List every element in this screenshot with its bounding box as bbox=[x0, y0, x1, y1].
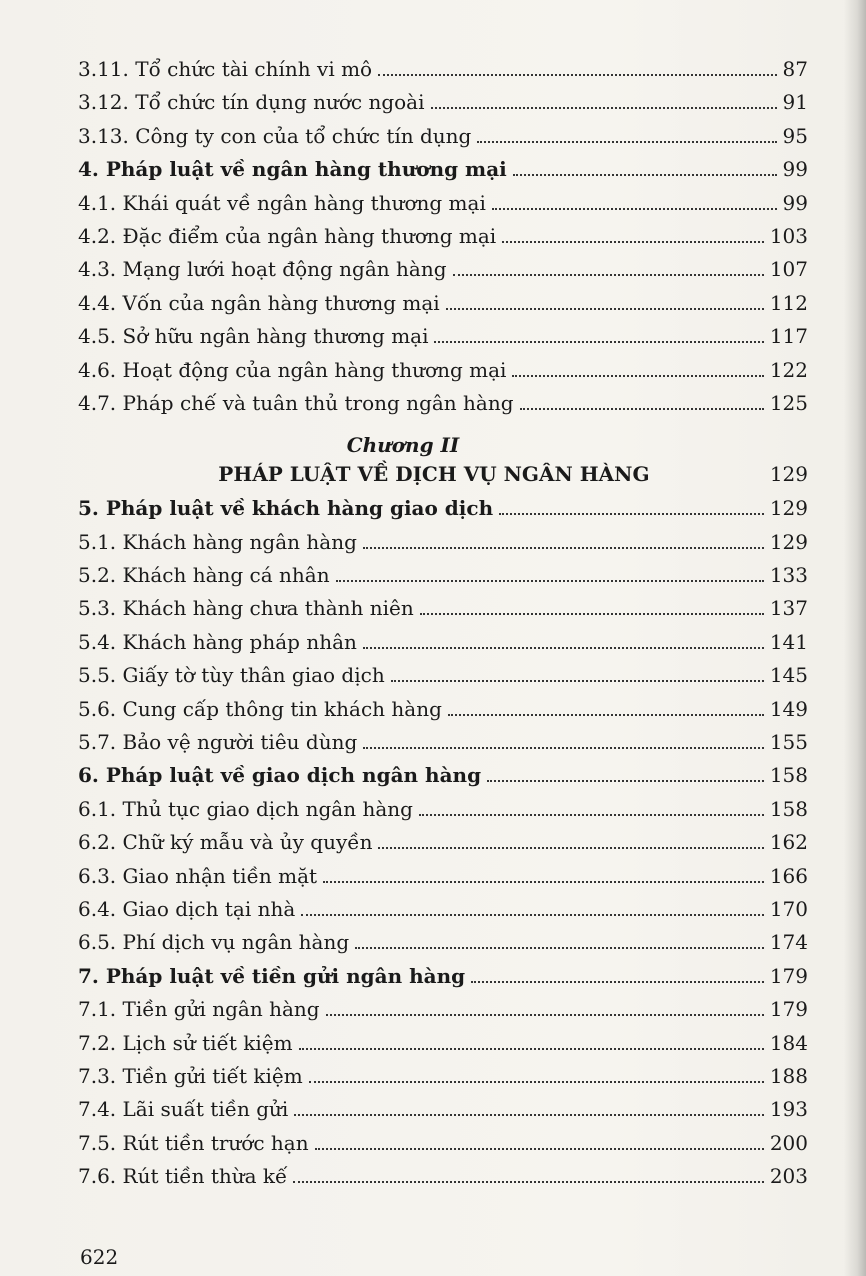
dot-leader bbox=[487, 779, 764, 782]
toc-entry bbox=[78, 730, 808, 763]
toc-entry-page: 95 bbox=[782, 123, 808, 148]
toc-entry-label: 7.5. Rút tiền trước hạn bbox=[78, 1130, 309, 1155]
toc-entry bbox=[78, 697, 808, 730]
toc-entry-label: 5.1. Khách hàng ngân hàng bbox=[78, 529, 357, 554]
toc-entry bbox=[78, 57, 808, 90]
toc-entry bbox=[78, 563, 808, 596]
toc-entry-page: 122 bbox=[769, 357, 808, 382]
table-of-contents bbox=[78, 57, 808, 1198]
toc-entry bbox=[78, 124, 808, 157]
toc-entry bbox=[78, 157, 808, 190]
toc-entry bbox=[78, 191, 808, 224]
dot-leader bbox=[326, 1013, 764, 1016]
dot-leader bbox=[420, 612, 764, 615]
chapter-heading: Chương II bbox=[346, 433, 460, 458]
toc-entry bbox=[78, 1097, 808, 1130]
toc-entry bbox=[78, 530, 808, 563]
dot-leader bbox=[477, 140, 776, 143]
toc-entry-page: 188 bbox=[769, 1063, 808, 1088]
dot-leader bbox=[299, 1047, 764, 1050]
toc-entry-label: 4.3. Mạng lưới hoạt động ngân hàng bbox=[78, 257, 447, 282]
toc-entry-label: 7. Pháp luật về tiền gửi ngân hàng bbox=[78, 963, 466, 988]
toc-entry bbox=[78, 930, 808, 963]
toc-section-bottom bbox=[78, 496, 808, 1197]
toc-entry-page: 141 bbox=[769, 629, 808, 654]
dot-leader bbox=[336, 579, 764, 582]
toc-entry-page: 107 bbox=[769, 257, 808, 282]
dot-leader bbox=[293, 1180, 763, 1183]
toc-entry bbox=[78, 1131, 808, 1164]
toc-entry-label: 3.11. Tổ chức tài chính vi mô bbox=[78, 57, 373, 81]
dot-leader bbox=[363, 546, 764, 549]
toc-entry-page: 91 bbox=[782, 90, 808, 115]
toc-entry bbox=[78, 90, 808, 123]
dot-leader bbox=[294, 1113, 763, 1116]
chapter-title-row bbox=[78, 462, 808, 496]
toc-entry bbox=[78, 358, 808, 391]
dot-leader bbox=[446, 307, 764, 310]
dot-leader bbox=[323, 880, 764, 883]
toc-entry bbox=[78, 797, 808, 830]
toc-entry-label: 5.7. Bảo vệ người tiêu dùng bbox=[78, 730, 358, 755]
toc-entry-label: 5.6. Cung cấp thông tin khách hàng bbox=[78, 696, 442, 721]
dot-leader bbox=[355, 946, 764, 949]
dot-leader bbox=[499, 512, 764, 515]
dot-leader bbox=[471, 980, 764, 983]
toc-entry-page: 137 bbox=[769, 596, 808, 621]
toc-entry-page: 184 bbox=[769, 1030, 808, 1055]
toc-entry-label: 4.2. Đặc điểm của ngân hàng thương mại bbox=[78, 223, 497, 248]
dot-leader bbox=[309, 1080, 764, 1083]
dot-leader bbox=[391, 679, 764, 682]
toc-entry-label: 4.5. Sở hữu ngân hàng thương mại bbox=[78, 324, 429, 349]
toc-entry-label: 4.7. Pháp chế và tuân thủ trong ngân hàng bbox=[78, 390, 514, 415]
toc-entry-label: 4. Pháp luật về ngân hàng thương mại bbox=[78, 157, 507, 182]
toc-entry-label: 6.2. Chữ ký mẫu và ủy quyền bbox=[78, 830, 373, 855]
toc-entry-page: 166 bbox=[769, 863, 808, 888]
toc-entry-page: 129 bbox=[769, 529, 808, 554]
dot-leader bbox=[315, 1147, 764, 1150]
toc-entry-page: 158 bbox=[769, 763, 808, 788]
toc-entry-label: 6. Pháp luật về giao dịch ngân hàng bbox=[78, 763, 482, 788]
toc-entry-label: 4.6. Hoạt động của ngân hàng thương mại bbox=[78, 357, 507, 382]
toc-entry-label: 4.1. Khái quát về ngân hàng thương mại bbox=[78, 190, 486, 215]
toc-entry bbox=[78, 324, 808, 357]
toc-entry-page: 179 bbox=[769, 963, 808, 988]
dot-leader bbox=[492, 207, 777, 210]
toc-entry bbox=[78, 663, 808, 696]
toc-entry-page: 112 bbox=[769, 290, 808, 315]
toc-entry-page: 149 bbox=[769, 696, 808, 721]
toc-entry-label: 6.5. Phí dịch vụ ngân hàng bbox=[78, 930, 350, 955]
toc-entry-page: 174 bbox=[769, 930, 808, 955]
dot-leader bbox=[301, 913, 764, 916]
toc-entry-page: 162 bbox=[769, 830, 808, 855]
toc-entry-label: 5.4. Khách hàng pháp nhân bbox=[78, 629, 357, 654]
toc-entry bbox=[78, 1031, 808, 1064]
dot-leader bbox=[520, 407, 764, 410]
toc-entry-page: 203 bbox=[769, 1164, 808, 1189]
toc-entry bbox=[78, 291, 808, 324]
toc-entry-page: 129 bbox=[769, 496, 808, 521]
toc-entry-label: 5. Pháp luật về khách hàng giao dịch bbox=[78, 496, 494, 521]
toc-entry-page: 170 bbox=[769, 896, 808, 921]
toc-entry-page: 125 bbox=[769, 390, 808, 415]
toc-entry-page: 133 bbox=[769, 563, 808, 588]
dot-leader bbox=[363, 646, 764, 649]
toc-entry-label: 7.6. Rút tiền thừa kế bbox=[78, 1164, 288, 1189]
page-edge-shadow bbox=[844, 0, 866, 1276]
dot-leader bbox=[378, 73, 776, 76]
toc-entry bbox=[78, 596, 808, 629]
toc-entry bbox=[78, 964, 808, 997]
toc-entry bbox=[78, 1064, 808, 1097]
page-number: 622 bbox=[80, 1245, 119, 1269]
toc-entry-page: 87 bbox=[782, 57, 808, 81]
toc-entry-page: 117 bbox=[769, 324, 808, 349]
dot-leader bbox=[448, 713, 764, 716]
dot-leader bbox=[502, 240, 764, 243]
toc-entry-page: 193 bbox=[769, 1097, 808, 1122]
toc-entry-page: 158 bbox=[769, 796, 808, 821]
dot-leader bbox=[419, 813, 764, 816]
toc-entry-label: 7.1. Tiền gửi ngân hàng bbox=[78, 997, 320, 1022]
toc-entry-page: 155 bbox=[769, 730, 808, 755]
toc-section-top bbox=[78, 57, 808, 424]
toc-entry bbox=[78, 864, 808, 897]
toc-entry-label: 5.3. Khách hàng chưa thành niên bbox=[78, 596, 414, 621]
dot-leader bbox=[434, 340, 763, 343]
toc-entry-page: 99 bbox=[782, 157, 808, 182]
toc-entry-page: 200 bbox=[769, 1130, 808, 1155]
dot-leader bbox=[512, 374, 763, 377]
toc-entry-page: 103 bbox=[769, 223, 808, 248]
dot-leader bbox=[378, 846, 763, 849]
toc-entry-label: 7.3. Tiền gửi tiết kiệm bbox=[78, 1063, 303, 1088]
toc-entry bbox=[78, 224, 808, 257]
toc-entry-label: 6.3. Giao nhận tiền mặt bbox=[78, 863, 318, 888]
toc-entry-label: 3.13. Công ty con của tổ chức tín dụng bbox=[78, 123, 472, 148]
toc-entry bbox=[78, 830, 808, 863]
toc-entry bbox=[78, 391, 808, 424]
toc-entry bbox=[78, 997, 808, 1030]
chapter-page-number: 129 bbox=[769, 462, 808, 487]
chapter-title: PHÁP LUẬT VỀ DỊCH VỤ NGÂN HÀNG bbox=[218, 462, 650, 487]
toc-entry bbox=[78, 763, 808, 796]
toc-entry-label: 6.4. Giao dịch tại nhà bbox=[78, 896, 296, 921]
toc-entry-label: 5.2. Khách hàng cá nhân bbox=[78, 563, 330, 588]
toc-entry-page: 145 bbox=[769, 663, 808, 688]
toc-entry bbox=[78, 897, 808, 930]
toc-entry-label: 5.5. Giấy tờ tùy thân giao dịch bbox=[78, 663, 385, 688]
dot-leader bbox=[453, 273, 764, 276]
toc-entry-label: 4.4. Vốn của ngân hàng thương mại bbox=[78, 290, 440, 315]
toc-entry bbox=[78, 630, 808, 663]
dot-leader bbox=[431, 106, 777, 109]
toc-entry-label: 7.4. Lãi suất tiền gửi bbox=[78, 1097, 289, 1122]
toc-entry-page: 99 bbox=[782, 190, 808, 215]
dot-leader bbox=[513, 173, 777, 176]
toc-entry-label: 7.2. Lịch sử tiết kiệm bbox=[78, 1030, 293, 1055]
toc-entry bbox=[78, 1164, 808, 1197]
toc-entry bbox=[78, 257, 808, 290]
dot-leader bbox=[363, 746, 764, 749]
toc-entry-label: 6.1. Thủ tục giao dịch ngân hàng bbox=[78, 796, 413, 821]
toc-entry bbox=[78, 496, 808, 529]
toc-entry-label: 3.12. Tổ chức tín dụng nước ngoài bbox=[78, 90, 425, 115]
toc-entry-page: 179 bbox=[769, 997, 808, 1022]
